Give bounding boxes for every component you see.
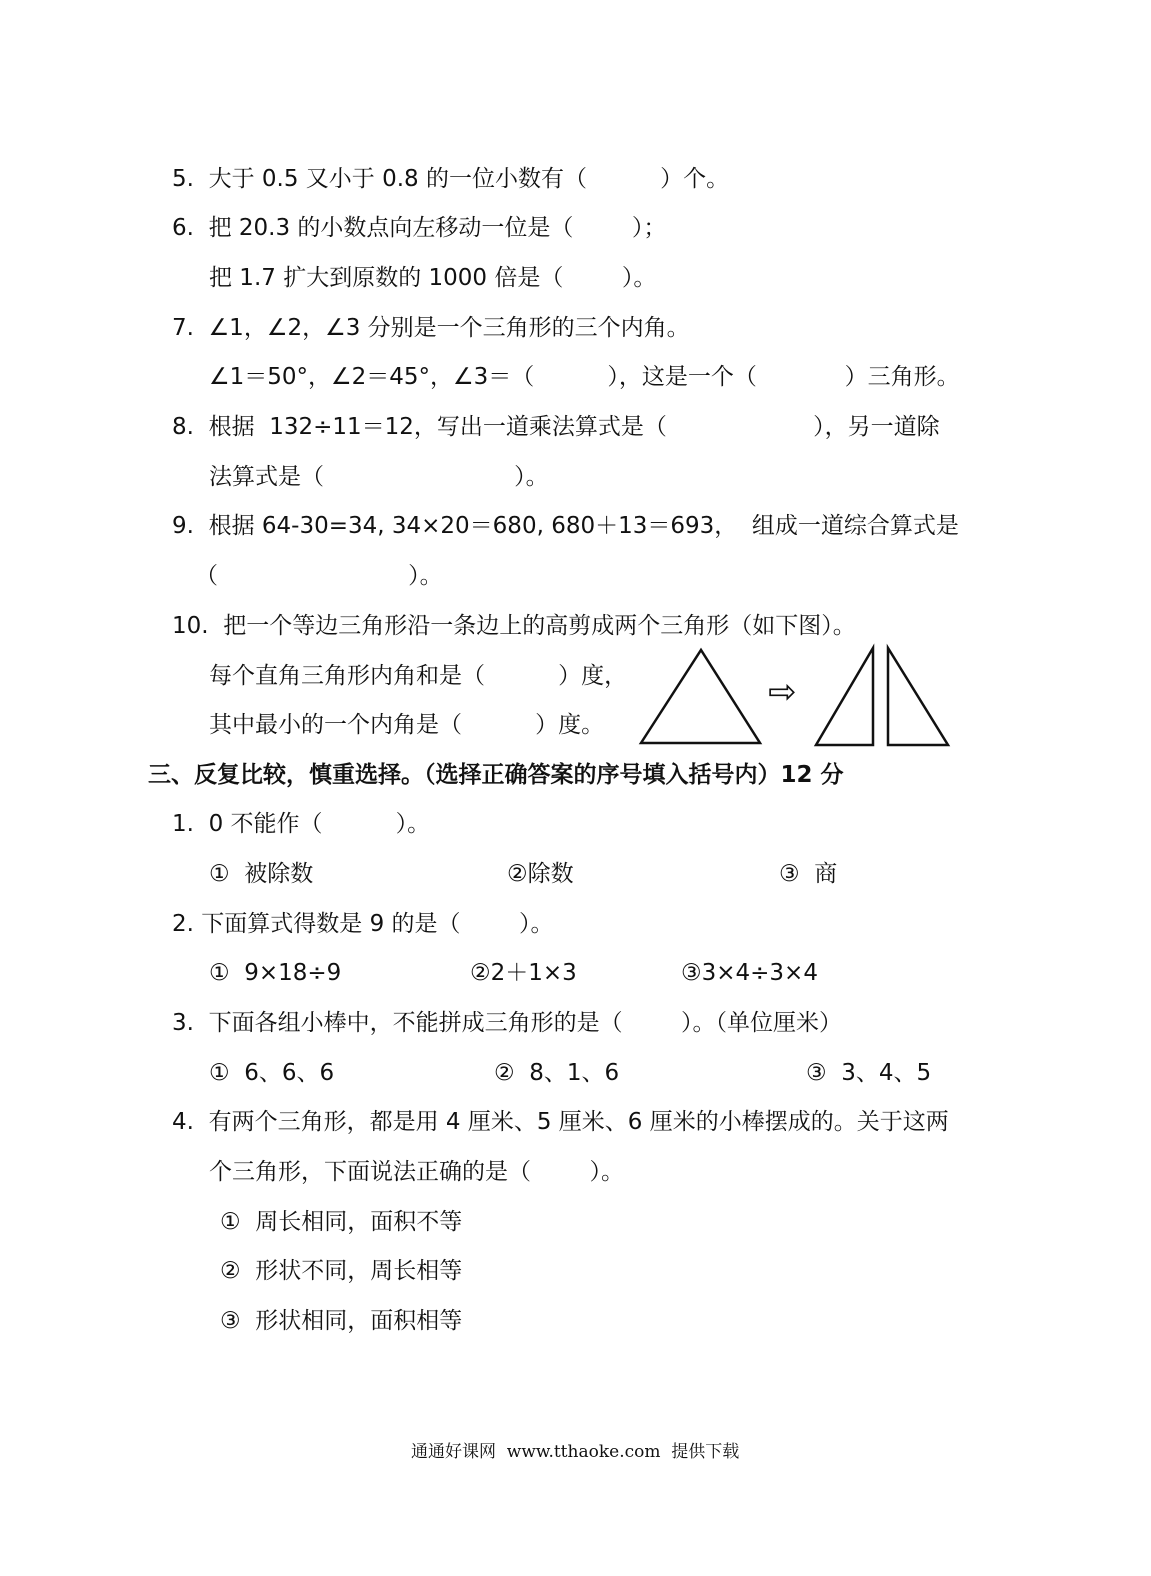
choice-question-1: 1. 0 不能作（ ）。 xyxy=(172,811,431,837)
section-3-heading: 三、反复比较，慎重选择。（选择正确答案的序号填入括号内）12 分 xyxy=(148,762,844,788)
choice-question-4-line-1: 4. 有两个三角形，都是用 4 厘米、5 厘米、6 厘米的小棒摆成的。关于这两 xyxy=(172,1109,949,1135)
question-10-line-3: 其中最小的一个内角是（ ）度。 xyxy=(209,712,605,738)
choice-2-option-2: ②2＋1×3 xyxy=(470,960,577,986)
choice-question-2: 2. 下面算式得数是 9 的是（ ）。 xyxy=(172,911,554,937)
choice-1-option-1: ① 被除数 xyxy=(209,861,314,887)
equilateral-triangle xyxy=(641,650,760,743)
choice-1-option-2: ②除数 xyxy=(507,861,574,887)
question-8-line-1: 8. 根据 132÷11＝12，写出一道乘法算式是（ ），另一道除 xyxy=(172,414,940,440)
question-6-line-1: 6. 把 20.3 的小数点向左移动一位是（ ）； xyxy=(172,215,667,241)
choice-4-option-2: ② 形状不同，周长相等 xyxy=(220,1258,463,1284)
question-6-line-2: 把 1.7 扩大到原数的 1000 倍是（ ）。 xyxy=(209,265,657,291)
right-triangle-right xyxy=(888,648,948,745)
choice-2-option-3: ③3×4÷3×4 xyxy=(681,960,818,986)
choice-3-option-2: ② 8、1、6 xyxy=(494,1060,620,1086)
question-7-line-2: ∠1＝50°，∠2＝45°，∠3＝（ ），这是一个（ ）三角形。 xyxy=(209,364,960,390)
arrow-icon: ⇨ xyxy=(768,672,797,712)
choice-4-option-1: ① 周长相同，面积不等 xyxy=(220,1209,463,1235)
choice-4-option-3: ③ 形状相同，面积相等 xyxy=(220,1308,463,1334)
footer-text: 通通好课网 www.tthaoke.com 提供下载 xyxy=(411,1442,740,1462)
choice-2-option-1: ① 9×18÷9 xyxy=(209,960,342,986)
question-10-line-1: 10. 把一个等边三角形沿一条边上的高剪成两个三角形（如下图）。 xyxy=(172,613,856,639)
choice-1-option-3: ③ 商 xyxy=(779,861,838,887)
question-9-line-2: （ ）。 xyxy=(195,563,443,589)
question-10-line-2: 每个直角三角形内角和是（ ）度， xyxy=(209,663,628,689)
right-triangle-left xyxy=(816,648,873,745)
choice-question-4-line-2: 个三角形，下面说法正确的是（ ）。 xyxy=(209,1159,624,1185)
question-9-line-1: 9. 根据 64-30=34, 34×20＝680, 680＋13＝693， 组成一道综合算式是 xyxy=(172,513,959,539)
question-8-line-2: 法算式是（ ）。 xyxy=(209,464,549,490)
question-7-line-1: 7. ∠1，∠2，∠3 分别是一个三角形的三个内角。 xyxy=(172,315,690,341)
choice-3-option-1: ① 6、6、6 xyxy=(209,1060,335,1086)
question-5: 5. 大于 0.5 又小于 0.8 的一位小数有（ ）个。 xyxy=(172,166,730,192)
choice-3-option-3: ③ 3、4、5 xyxy=(806,1060,932,1086)
choice-question-3: 3. 下面各组小棒中，不能拼成三角形的是（ ）。（单位厘米） xyxy=(172,1010,843,1036)
